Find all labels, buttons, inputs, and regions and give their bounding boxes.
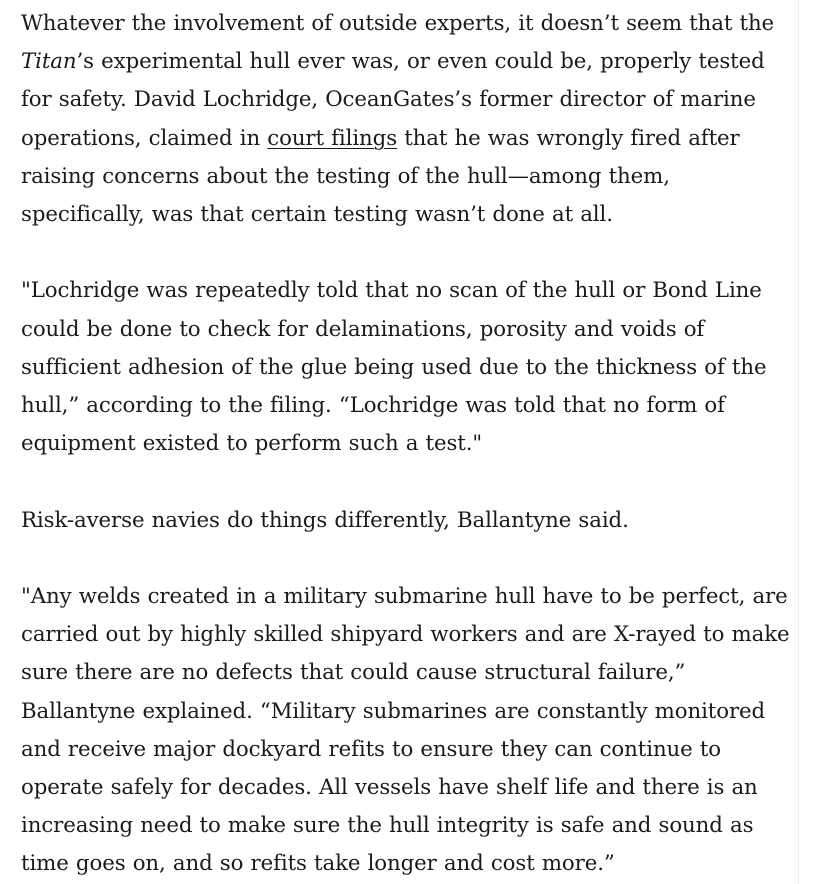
article-body [21,5,797,884]
court-filings-link[interactable]: court filings [267,125,398,151]
paragraph-text: that he was wrongly fired after raising concerns about the testing of the hull—among them, specifically, was that certain testing wasn’t done at all. [21,125,740,228]
paragraph-lochridge-quote: "Lochridge was repeatedly told that no scan of the hull or Bond Line could be done to check for delaminations, porosity and voids of sufficient adhesion of the glue being used due to the thickness of the hull,” according to the filing. “Lochridge was told that no form of equipment existed to perform such a test." [21,278,767,457]
paragraph-text: ’s experimental hull ever was, or even could be, properly tested for safety. David Lochridge, OceanGates’s former director of marine operations, claimed in [21,49,765,151]
paragraph-hull-testing [21,5,797,234]
vessel-name-titan: Titan [21,49,77,75]
paragraph-text: Whatever the involvement of outside experts, it doesn’t seem that the [21,11,775,36]
page-edge-divider [798,0,799,884]
paragraph-navies: Risk-averse navies do things differently, Ballantyne said. [21,507,629,533]
paragraph-ballantyne-quote: "Any welds created in a military submarine hull have to be perfect, are carried out by highly skilled shipyard workers and are X-rayed to make sure there are no defects that could cause structural failure,” Ballantyne explained. “Military submarines are constantly monitored and receive major dockyard refits to ensure they can continue to operate safely for decades. All vessels have shelf life and there is an increasing need to make sure the hull integrity is safe and sound as time goes on, and so refits take longer and cost more.” [21,584,790,877]
